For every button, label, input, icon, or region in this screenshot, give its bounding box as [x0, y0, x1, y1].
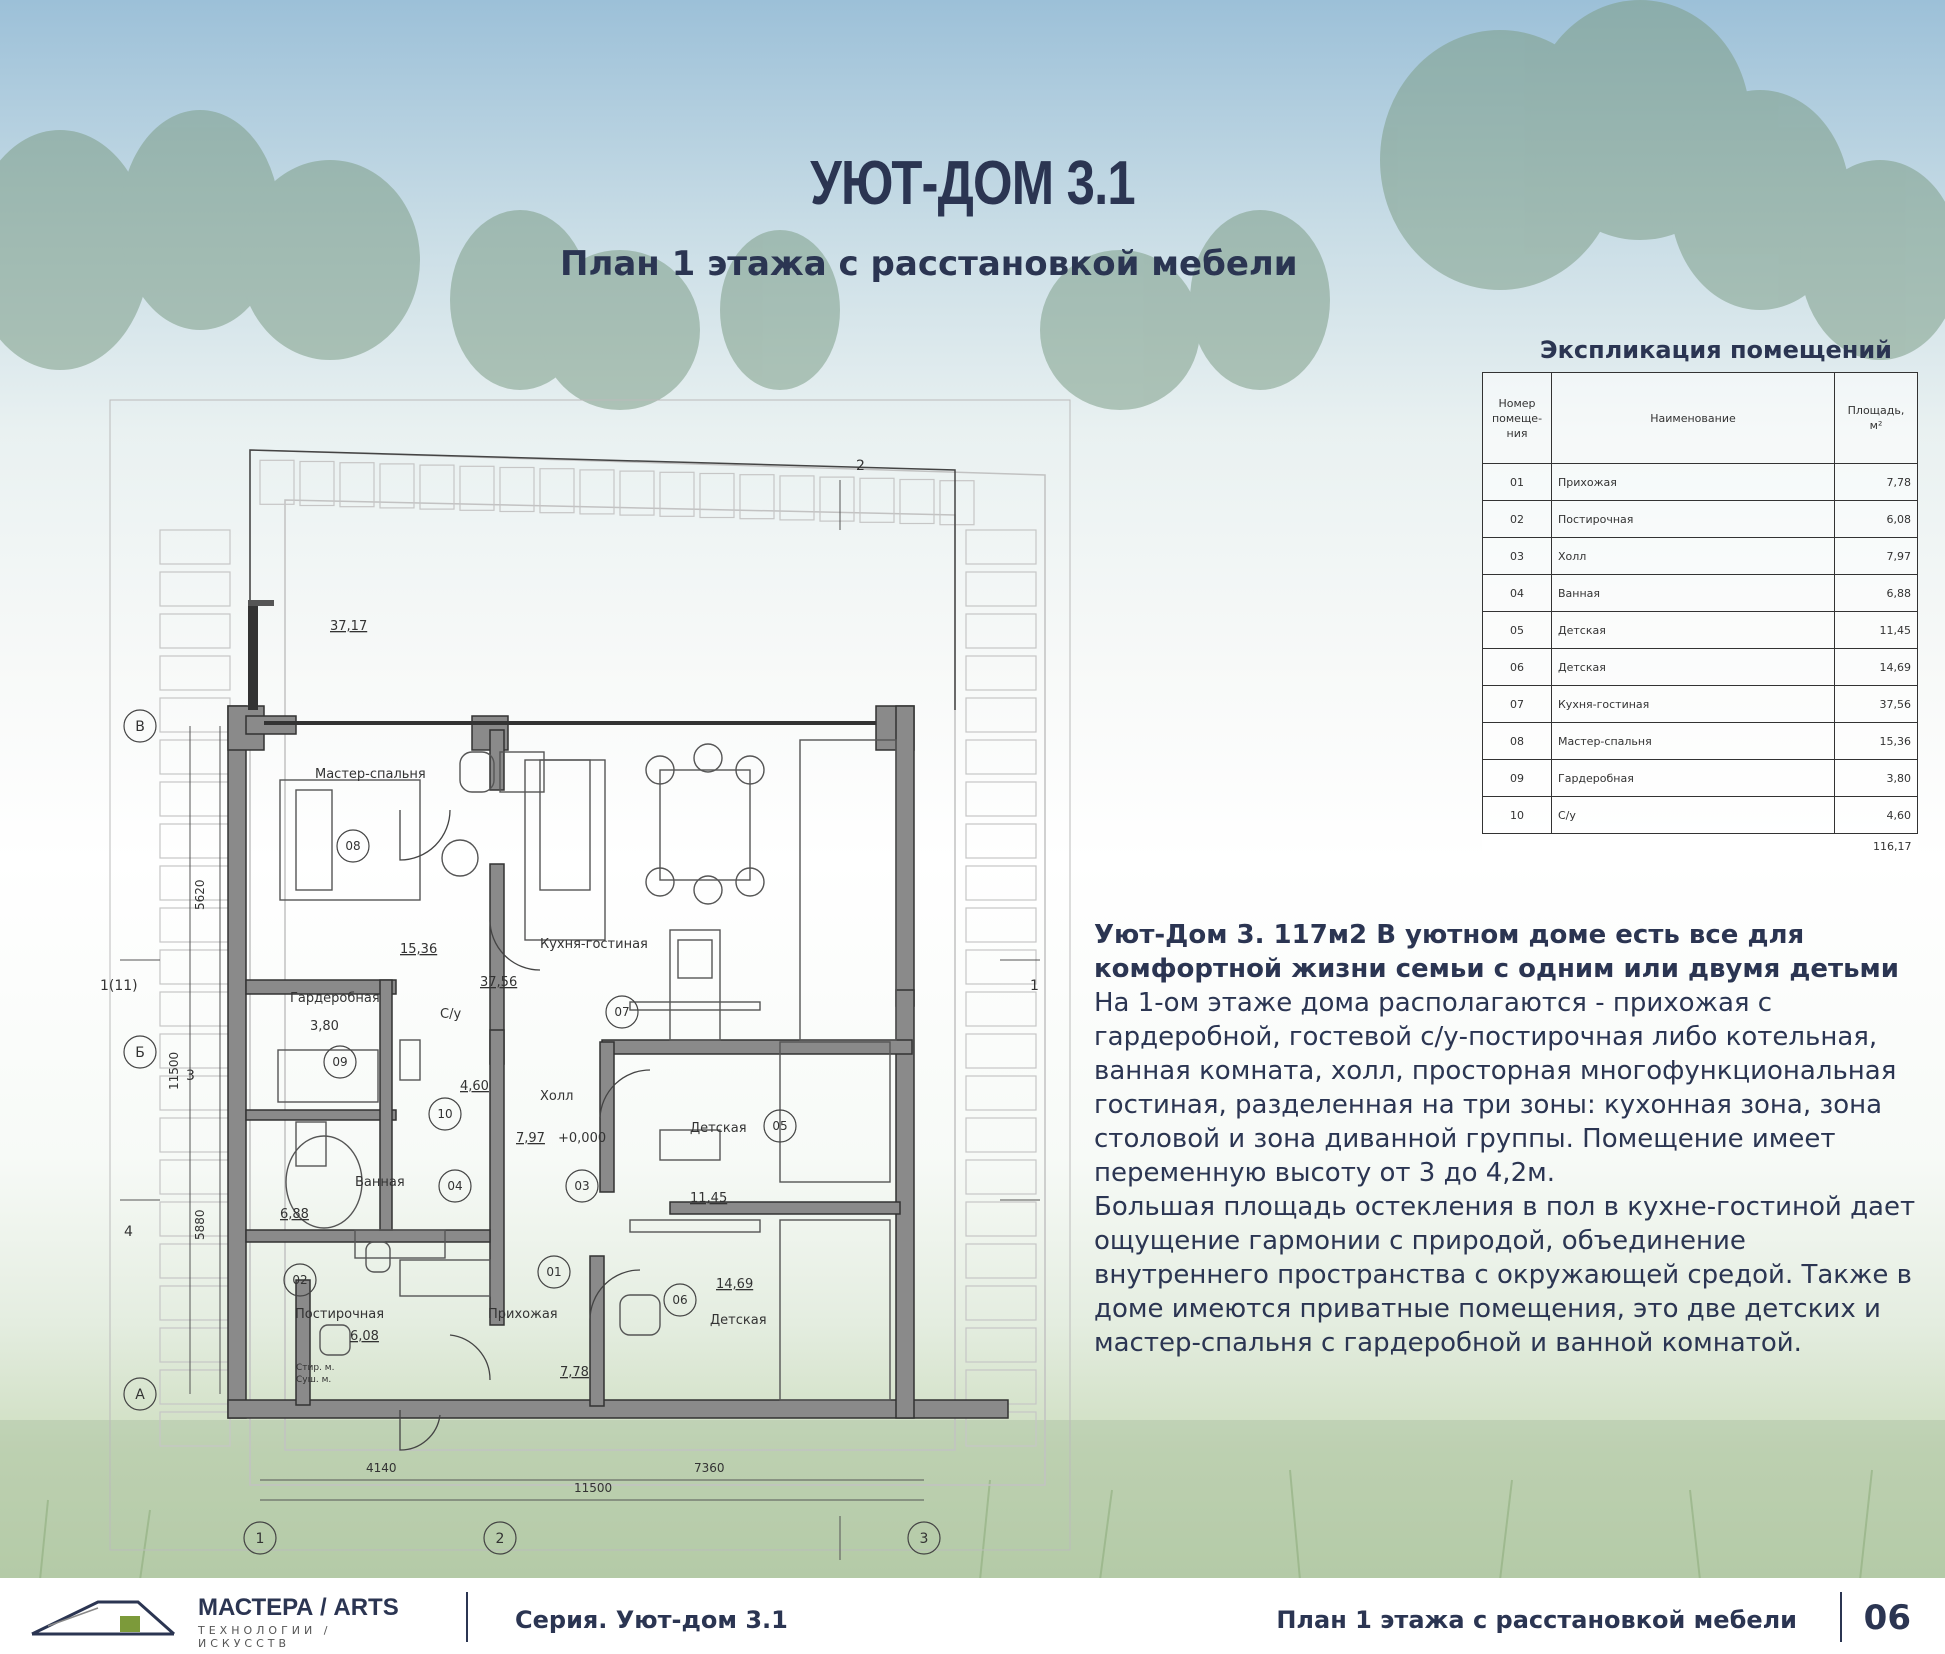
section-mark-1: 1	[1030, 978, 1039, 994]
axis-label-v: В	[135, 719, 145, 735]
explication-total-spacer	[1552, 834, 1835, 859]
room-num-kitchen: 07	[614, 1005, 630, 1019]
axis-label-3: 3	[919, 1531, 929, 1547]
room-area-entry: 7,78	[560, 1365, 589, 1380]
explication-cell-number: 02	[1483, 501, 1552, 538]
explication-cell-number: 04	[1483, 575, 1552, 612]
explication-row	[1483, 464, 1918, 501]
explication-row	[1483, 575, 1918, 612]
explication-cell-number: 05	[1483, 612, 1552, 649]
explication-cell-name: Холл	[1552, 538, 1835, 575]
dim-5620: 5620	[193, 879, 207, 910]
room-label-kitchen: Кухня-гостиная	[540, 937, 648, 952]
footer-series: Серия. Уют-дом 3.1	[515, 1606, 788, 1634]
room-label-master: Мастер-спальня	[315, 767, 426, 782]
logo-sub-text: ТЕХНОЛОГИИ / ИСКУССТВ	[198, 1624, 332, 1650]
logo-main-text: МАСТЕРА / ARTS	[198, 1594, 399, 1621]
explication-cell-area: 37,56	[1835, 686, 1918, 723]
room-area-kitchen: 37,56	[480, 975, 518, 990]
axis-label-a: А	[135, 1387, 145, 1403]
explication-cell-number: 03	[1483, 538, 1552, 575]
footer-divider-2	[1840, 1592, 1842, 1642]
description-body: На 1-ом этаже дома располагаются - прихожая с гардеробной, гостевой с/у-постирочная либо котельная, ванная комната, холл, просторная многофункциональная гостиная, разделенная на три зоны: кухонная зона, зона столовой и зона диванной группы. Помещение имеет переменную высоту от 3 до 4,2м.	[1094, 988, 1897, 1188]
explication-title: Экспликация помещений	[1540, 336, 1892, 364]
explication-cell-area: 7,78	[1835, 464, 1918, 501]
explication-row	[1483, 501, 1918, 538]
explication-cell-number: 06	[1483, 649, 1552, 686]
footer-divider	[466, 1592, 468, 1642]
explication-cell-name: Прихожая	[1552, 464, 1835, 501]
explication-header-row	[1483, 373, 1918, 464]
page-number: 06	[1863, 1598, 1911, 1638]
description-text	[1094, 918, 1924, 1360]
room-label-wardrobe: Гардеробная	[290, 991, 380, 1006]
dim-4140: 4140	[366, 1461, 397, 1475]
column-header-name: Наименование	[1552, 373, 1835, 464]
room-num-entry: 01	[546, 1265, 562, 1279]
section-mark-3: 3	[186, 1068, 195, 1084]
explication-cell-area: 11,45	[1835, 612, 1918, 649]
room-note-laundry-2: Суш. м.	[296, 1375, 332, 1385]
explication-cell-name: Постирочная	[1552, 501, 1835, 538]
explication-total: 116,17	[1873, 839, 1912, 853]
description-lead: Уют-Дом 3. 117м2 В уютном доме есть все для комфортной жизни семьи с одним или двумя детьми	[1094, 920, 1899, 984]
dim-11500-horizontal: 11500	[574, 1481, 613, 1495]
dim-5880: 5880	[193, 1209, 207, 1240]
room-num-master: 08	[345, 839, 361, 853]
section-mark-2-top: 2	[856, 458, 865, 474]
page-title: УЮТ-ДОМ 3.1	[810, 149, 1135, 218]
room-label-laundry: Постирочная	[295, 1307, 385, 1322]
explication-cell-number: 08	[1483, 723, 1552, 760]
explication-row	[1483, 760, 1918, 797]
explication-table	[1482, 372, 1918, 858]
room-label-entry: Прихожая	[488, 1307, 558, 1322]
room-num-wc: 10	[437, 1107, 453, 1121]
room-num-wardrobe: 09	[332, 1055, 348, 1069]
room-area-kid2: 14,69	[716, 1277, 754, 1292]
explication-row	[1483, 538, 1918, 575]
axis-label-b: Б	[135, 1045, 145, 1061]
room-num-kid1: 05	[772, 1119, 788, 1133]
room-num-hall: 03	[574, 1179, 590, 1193]
room-label-kid2: Детская	[710, 1313, 767, 1328]
room-note-laundry-1: Стир. м.	[296, 1363, 335, 1373]
explication-cell-name: Детская	[1552, 649, 1835, 686]
explication-cell-name: Гардеробная	[1552, 760, 1835, 797]
floor-plan	[100, 390, 1080, 1570]
explication-row	[1483, 723, 1918, 760]
page-subtitle: План 1 этажа с расстановкой мебели	[560, 244, 1298, 284]
explication-cell-area: 4,60	[1835, 797, 1918, 834]
room-area-wc: 4,60	[460, 1079, 489, 1094]
explication-body	[1483, 464, 1918, 859]
explication-row	[1483, 649, 1918, 686]
explication-row	[1483, 612, 1918, 649]
explication-cell-area: 14,69	[1835, 649, 1918, 686]
room-area-laundry: 6,08	[350, 1329, 379, 1344]
axis-label-1: 1	[255, 1531, 265, 1547]
explication-row	[1483, 797, 1918, 834]
room-label-hall: Холл	[540, 1089, 574, 1104]
room-area-kid1: 11,45	[690, 1191, 728, 1206]
room-label-kid1: Детская	[690, 1121, 747, 1136]
explication-total-row	[1483, 834, 1918, 859]
explication-total-spacer	[1483, 834, 1552, 859]
explication-cell-area: 15,36	[1835, 723, 1918, 760]
logo-house-icon	[28, 1594, 178, 1638]
explication-cell-name: Ванная	[1552, 575, 1835, 612]
company-logo	[28, 1594, 428, 1650]
room-area-master: 15,36	[400, 942, 438, 957]
explication-cell-name: Детская	[1552, 612, 1835, 649]
explication-cell-area: 6,88	[1835, 575, 1918, 612]
explication-cell-area: 3,80	[1835, 760, 1918, 797]
dim-7360: 7360	[694, 1461, 725, 1475]
column-header-number: Номер помеще-ния	[1483, 373, 1552, 464]
explication-cell-area: 6,08	[1835, 501, 1918, 538]
terrace-area: 37,17	[330, 619, 368, 634]
explication-cell-name: С/у	[1552, 797, 1835, 834]
room-num-bath: 04	[447, 1179, 463, 1193]
footer-plan-title: План 1 этажа с расстановкой мебели	[1276, 1606, 1797, 1634]
furniture	[278, 740, 896, 1400]
room-label-bath: Ванная	[355, 1175, 405, 1190]
section-mark-4: 4	[124, 1224, 133, 1240]
description-body-2: Большая площадь остекления в пол в кухне-гостиной дает ощущение гармонии с природой, объединение внутреннего пространства с окружающей средой. Также в доме имеются приватные помещения, это две детских и мастер-спальня с гардеробной и ванной комнатой.	[1094, 1192, 1916, 1358]
section-mark-1-11: 1(11)	[100, 978, 138, 994]
explication-cell-name: Мастер-спальня	[1552, 723, 1835, 760]
explication-row	[1483, 686, 1918, 723]
room-area-wardrobe: 3,80	[310, 1019, 339, 1034]
column-header-area: Площадь, м²	[1835, 373, 1918, 464]
room-num-kid2: 06	[672, 1293, 688, 1307]
footer-bar	[0, 1578, 1945, 1654]
room-area-hall: 7,97	[516, 1131, 545, 1146]
explication-cell-number: 01	[1483, 464, 1552, 501]
explication-cell-number: 09	[1483, 760, 1552, 797]
room-level-hall: +0,000	[558, 1131, 607, 1146]
room-label-wc: С/у	[440, 1007, 462, 1022]
explication-cell-name: Кухня-гостиная	[1552, 686, 1835, 723]
dim-11500-vertical: 11500	[167, 1051, 181, 1090]
explication-cell-area: 7,97	[1835, 538, 1918, 575]
explication-cell-number: 07	[1483, 686, 1552, 723]
explication-cell-number: 10	[1483, 797, 1552, 834]
axis-label-2: 2	[495, 1531, 505, 1547]
room-num-laundry: 02	[292, 1273, 308, 1287]
room-area-bath: 6,88	[280, 1207, 309, 1222]
